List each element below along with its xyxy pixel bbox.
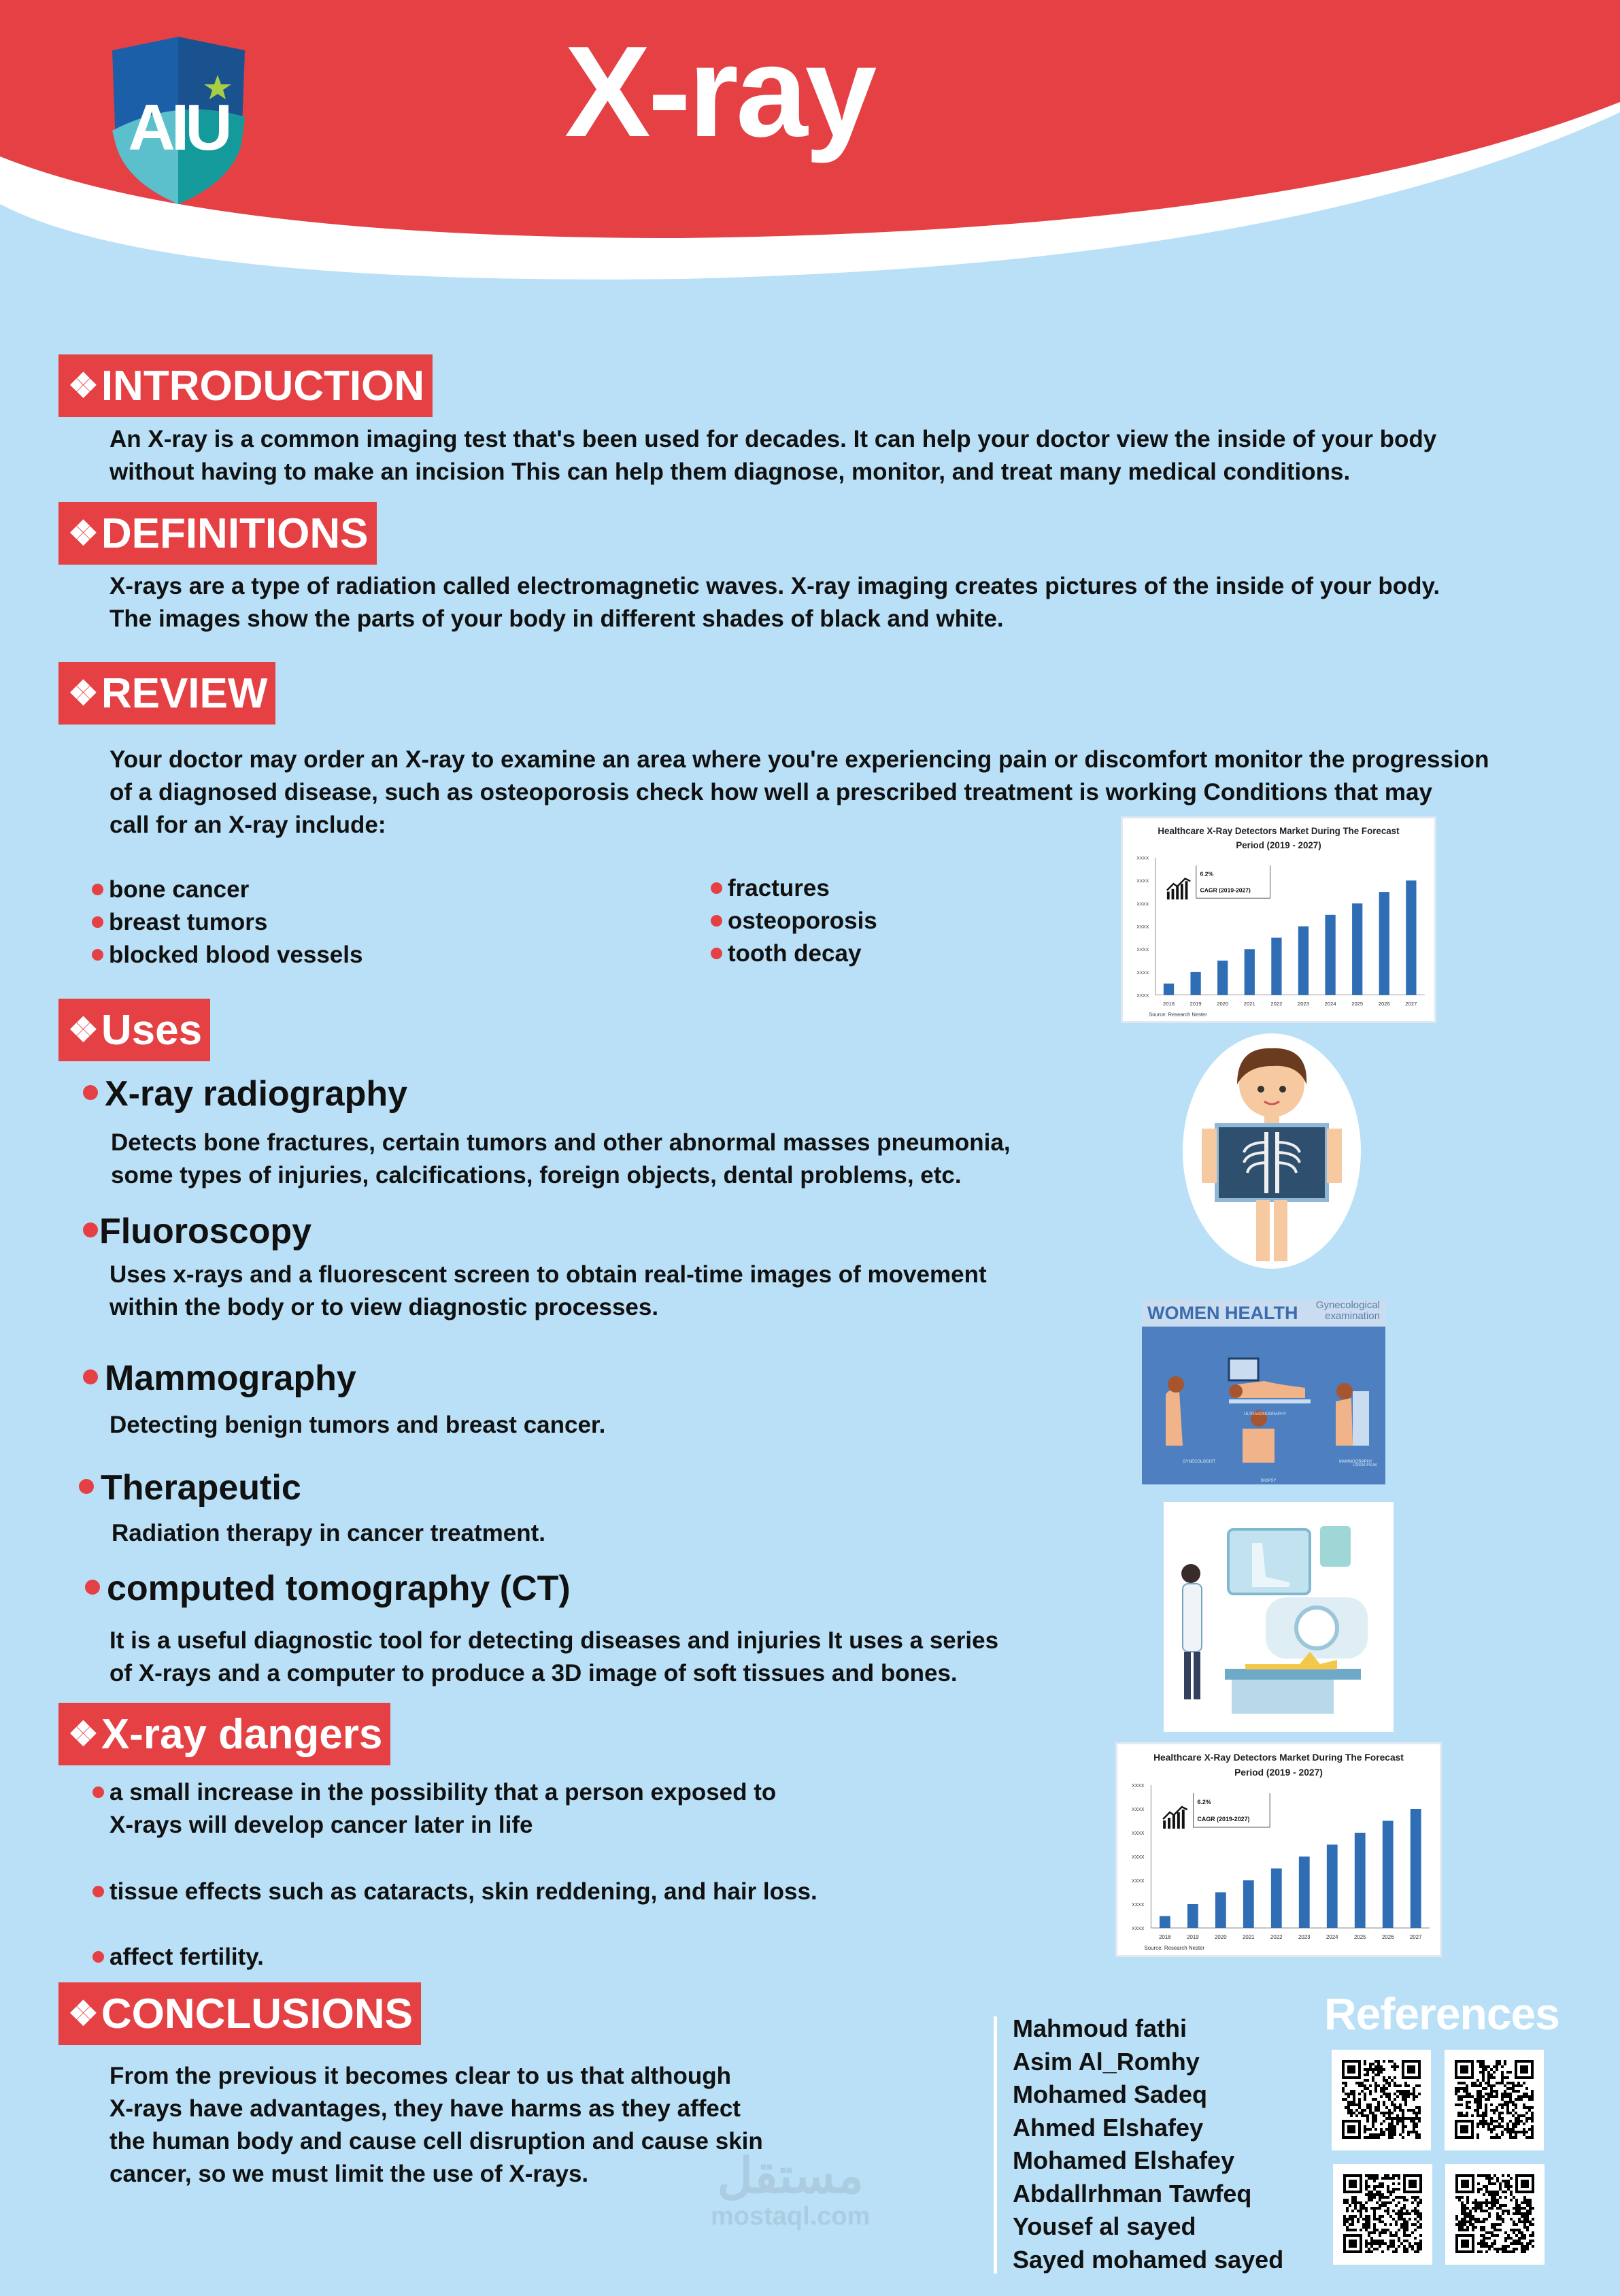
text-line: An X-ray is a common imaging test that's been used for decades. It can help your doctor view the inside of your body <box>109 426 1437 452</box>
x-tick-label: 2020 <box>1215 1933 1227 1941</box>
x-tick-label: 2024 <box>1324 1000 1336 1007</box>
x-tick-label: 2023 <box>1298 1933 1311 1941</box>
x-tick-label: 2019 <box>1187 1933 1199 1941</box>
callout-value: 6.2% <box>1197 1798 1211 1806</box>
x-tick-label: 2018 <box>1159 1933 1171 1941</box>
growth-chart-icon-bar <box>1172 1815 1175 1829</box>
y-tick-label: XXXX <box>1136 901 1149 907</box>
chart-source: Source: Research Nester <box>1144 1944 1205 1952</box>
danger-item: a small increase in the possibility that a person exposed to X-rays will develop cancer later in life <box>92 1776 776 1842</box>
list-item: tooth decay <box>711 937 877 970</box>
list-item: osteoporosis <box>711 905 877 937</box>
text-line: Your doctor may order an X-ray to examine an area where you're experiencing pain or discomfort monitor the progression <box>109 746 1489 773</box>
chart-title: Period (2019 - 2027) <box>1236 840 1321 851</box>
x-tick-label: 2025 <box>1351 1000 1364 1007</box>
market-chart-1 <box>1121 816 1436 1023</box>
poster-title: X-ray <box>564 20 875 164</box>
use-heading-ct: computed tomography (CT) <box>85 1568 571 1609</box>
y-tick-label: XXXX <box>1136 879 1149 884</box>
x-tick-label: 2020 <box>1217 1000 1229 1007</box>
svg-text:ULTRASONOGRAPHY: ULTRASONOGRAPHY <box>1244 1412 1287 1416</box>
callout-value: 6.2% <box>1200 870 1214 878</box>
growth-chart-icon-bar <box>1176 886 1179 899</box>
child-xray-illustration <box>1183 1033 1361 1269</box>
market-chart-2 <box>1115 1742 1442 1957</box>
bar <box>1245 949 1255 995</box>
author-name: Asim Al_Romhy <box>1013 2047 1200 2076</box>
y-tick-label: XXXX <box>1132 1831 1145 1837</box>
growth-chart-icon-bar <box>1168 1818 1170 1829</box>
bar <box>1190 972 1200 995</box>
bar <box>1325 915 1335 995</box>
bar <box>1411 1809 1421 1928</box>
y-tick-label: XXXX <box>1136 970 1149 976</box>
text-line: of a diagnosed disease, such as osteoporosis check how well a prescribed treatment is working Conditions that may <box>109 779 1432 805</box>
y-tick-label: XXXX <box>1136 948 1149 953</box>
authors-list <box>1013 2012 1283 2276</box>
bar <box>1355 1833 1366 1928</box>
references-title: References <box>1324 1989 1559 2039</box>
x-tick-label: 2023 <box>1298 1000 1309 1007</box>
list-item: breast tumors <box>92 906 362 939</box>
y-tick-label: XXXX <box>1132 1807 1145 1813</box>
section-title: X-ray dangers <box>101 1711 383 1758</box>
callout-label: CAGR (2019-2027) <box>1197 1815 1250 1823</box>
text-line: X-rays are a type of radiation called electromagnetic waves. X-ray imaging creates pictures of the inside of your body. <box>109 573 1440 599</box>
diamond-bullet-icon: ❖ <box>68 367 99 405</box>
callout-label: CAGR (2019-2027) <box>1200 886 1251 894</box>
section-title: REVIEW <box>101 670 268 717</box>
bar <box>1160 1916 1170 1929</box>
section-title: INTRODUCTION <box>101 363 425 410</box>
ct-scan-illustration <box>1164 1502 1394 1732</box>
use-heading-fluoroscopy: Fluoroscopy <box>83 1211 311 1252</box>
growth-chart-icon-bar <box>1172 889 1175 899</box>
y-tick-label: XXXX <box>1132 1783 1145 1789</box>
definitions-text <box>109 570 1440 635</box>
use-text-ct: It is a useful diagnostic tool for detecting diseases and injuries It uses a series of X-rays and a computer to produce a 3D image of soft tissues and bones. <box>109 1627 999 1686</box>
x-tick-label: 2027 <box>1409 1933 1422 1941</box>
bar <box>1243 1880 1254 1928</box>
use-text-therapeutic: Radiation therapy in cancer treatment. <box>112 1520 545 1546</box>
danger-item: affect fertility. <box>92 1941 264 1974</box>
y-tick-label: XXXX <box>1136 856 1149 861</box>
section-title: Uses <box>101 1007 203 1054</box>
y-tick-label: XXXX <box>1132 1854 1145 1861</box>
list-item: bone cancer <box>92 874 362 906</box>
x-tick-label: 2027 <box>1405 1000 1417 1007</box>
author-name: Sayed mohamed sayed <box>1013 2245 1284 2274</box>
text-line: without having to make an incision This can help them diagnose, monitor, and treat many medical conditions. <box>109 459 1351 485</box>
introduction-text <box>109 423 1436 488</box>
x-tick-label: 2022 <box>1270 1933 1283 1941</box>
y-tick-label: XXXX <box>1132 1878 1145 1884</box>
section-title: DEFINITIONS <box>101 510 369 557</box>
diamond-bullet-icon: ❖ <box>68 514 99 552</box>
x-tick-label: 2021 <box>1243 1933 1255 1941</box>
use-text-fluoroscopy: Uses x-rays and a fluorescent screen to obtain real-time images of movement within the body or to view diagnostic processes. <box>109 1261 987 1320</box>
x-tick-label: 2026 <box>1381 1933 1394 1941</box>
bar <box>1187 1904 1198 1928</box>
x-tick-label: 2019 <box>1189 1000 1202 1007</box>
conditions-list-left <box>92 874 362 971</box>
author-name: Ahmed Elshafey <box>1013 2113 1204 2142</box>
author-name: Mahmoud fathi <box>1013 2014 1187 2042</box>
illustration-subtitle: Gynecological examination <box>1315 1299 1380 1322</box>
growth-chart-icon-bar <box>1177 1812 1180 1829</box>
watermark: مستقل mostaql.com <box>711 2149 871 2231</box>
use-heading-therapeutic: Therapeutic <box>79 1467 301 1508</box>
section-header-definitions <box>58 502 377 565</box>
growth-chart-icon-bar <box>1163 1820 1166 1829</box>
danger-item: tissue effects such as cataracts, skin reddening, and hair loss. <box>92 1876 817 1908</box>
bar <box>1271 937 1281 995</box>
use-text-radiography: Detects bone fractures, certain tumors and other abnormal masses pneumonia, some types of injuries, calcifications, foreign objects, dental problems, etc. <box>111 1129 1011 1188</box>
section-header-conclusions <box>58 1982 421 2045</box>
bar <box>1379 892 1389 995</box>
use-heading-mammography: Mammography <box>83 1358 356 1399</box>
conclusions-text: From the previous it becomes clear to us that although X-rays have advantages, they have harms as they affect the human body and cause cell disruption and cause skin cancer, so we must limit the use of X-rays. <box>109 2063 763 2187</box>
author-name: Abdallrhman Tawfeq <box>1013 2179 1252 2208</box>
qr-code[interactable] <box>1333 2164 1432 2265</box>
growth-chart-icon-bar <box>1185 881 1188 899</box>
svg-text:BIOPSY: BIOPSY <box>1261 1479 1277 1483</box>
diamond-bullet-icon: ❖ <box>68 674 99 712</box>
section-header-review <box>58 662 275 725</box>
use-text-mammography: Detecting benign tumors and breast cancer. <box>109 1412 606 1438</box>
text-line: call for an X-ray include: <box>109 812 386 838</box>
chart-title: Period (2019 - 2027) <box>1234 1766 1323 1778</box>
aiu-logo <box>109 35 248 205</box>
bar <box>1327 1845 1338 1929</box>
y-tick-label: XXXX <box>1132 1926 1145 1932</box>
diamond-bullet-icon: ❖ <box>68 1011 99 1049</box>
text-line: The images show the parts of your body in different shades of black and white. <box>109 605 1004 632</box>
x-tick-label: 2025 <box>1353 1933 1366 1941</box>
women-health-illustration <box>1142 1299 1385 1484</box>
author-name: Mohamed Sadeq <box>1013 2080 1208 2108</box>
bar <box>1217 961 1228 995</box>
list-item: fractures <box>711 872 877 905</box>
qr-code[interactable] <box>1332 2050 1431 2150</box>
qr-code[interactable] <box>1445 2050 1544 2150</box>
illustration-title: WOMEN HEALTH <box>1147 1303 1298 1323</box>
y-tick-label: XXXX <box>1136 993 1149 999</box>
diamond-bullet-icon: ❖ <box>68 1715 99 1753</box>
bar <box>1298 927 1309 995</box>
diamond-bullet-icon: ❖ <box>68 1995 99 2033</box>
conditions-list-right <box>711 872 877 970</box>
x-tick-label: 2024 <box>1326 1933 1338 1941</box>
y-tick-label: XXXX <box>1132 1902 1145 1908</box>
growth-chart-icon-bar <box>1182 1810 1185 1829</box>
bar <box>1383 1821 1394 1929</box>
growth-chart-icon-bar <box>1181 884 1183 899</box>
svg-text:AIU: AIU <box>128 91 229 164</box>
svg-text:MAMMOGRAPHY: MAMMOGRAPHY <box>1339 1460 1373 1464</box>
author-name: Mohamed Elshafey <box>1013 2146 1235 2174</box>
chart-source: Source: Research Nester <box>1149 1011 1207 1018</box>
section-header-dangers <box>58 1703 390 1765</box>
bar <box>1164 984 1174 995</box>
qr-code[interactable] <box>1445 2164 1545 2265</box>
bar <box>1215 1893 1226 1929</box>
use-heading-radiography: X-ray radiography <box>83 1074 407 1114</box>
chart-title: Healthcare X-Ray Detectors Market During The Forecast <box>1153 1751 1404 1763</box>
bar <box>1299 1857 1310 1928</box>
y-tick-label: XXXX <box>1136 925 1149 930</box>
author-name: Yousef al sayed <box>1013 2212 1196 2240</box>
section-header-uses <box>58 999 210 1061</box>
x-tick-label: 2018 <box>1163 1000 1175 1007</box>
svg-text:LOREM IPSUM: LOREM IPSUM <box>1353 1463 1377 1467</box>
section-header-introduction <box>58 354 433 417</box>
svg-text:GYNECOLOGIST: GYNECOLOGIST <box>1183 1460 1216 1464</box>
x-tick-label: 2021 <box>1243 1000 1255 1007</box>
x-tick-label: 2026 <box>1378 1000 1390 1007</box>
bar <box>1271 1869 1282 1929</box>
chart-title: Healthcare X-Ray Detectors Market During The Forecast <box>1158 826 1400 837</box>
bar <box>1352 903 1362 995</box>
x-tick-label: 2022 <box>1270 1000 1283 1007</box>
growth-chart-icon-bar <box>1167 892 1170 900</box>
bar <box>1406 880 1416 995</box>
section-title: CONCLUSIONS <box>101 1991 413 2037</box>
divider-line <box>994 2016 997 2274</box>
list-item: blocked blood vessels <box>92 939 362 971</box>
